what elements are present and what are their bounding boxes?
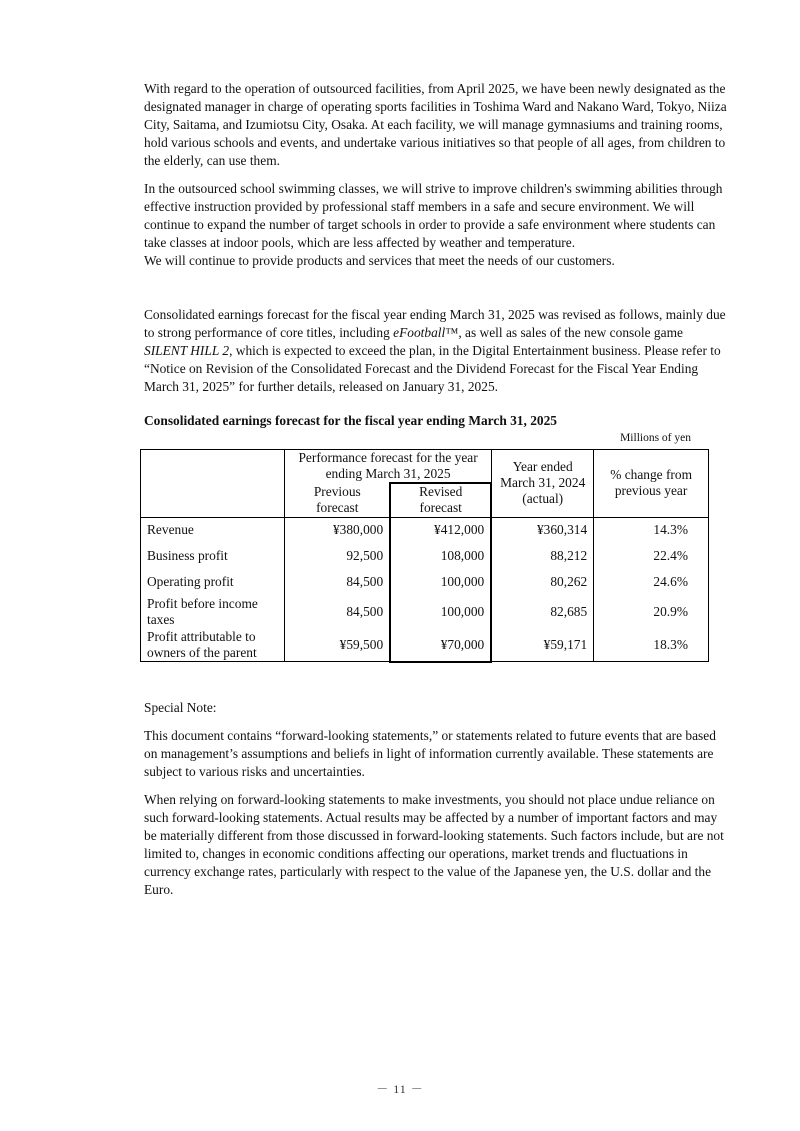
cell-revised: ¥70,000 [390, 629, 491, 662]
cell-previous: 84,500 [285, 595, 390, 629]
table-title: Consolidated earnings forecast for the fiscal year ending March 31, 2025 [144, 413, 557, 428]
paragraph-outsourced-facilities: With regard to the operation of outsourced facilities, from April 2025, we have been newly designated as the designated manager in charge of operating sports facilities in Toshima Ward and Nakano Ward, Tokyo, Niiza City, Saitama, and Izumiotsu City, Osaka. At each facility, we will manage gymnasiums and training rooms, hold various schools and events, and undertake various initiatives so that people of all ages, from children to the elderly, can use them. [144, 81, 727, 168]
table-header-pct-change: % change from previous year [594, 450, 709, 518]
cell-revised: ¥412,000 [390, 517, 491, 543]
document-body [144, 80, 728, 445]
row-label: Business profit [141, 543, 285, 569]
forecast-text-part3: , which is expected to exceed the plan, in the Digital Entertainment business. Please refer to “Notice on Revision of the Consolidated Forecast and the Dividend Forecast for the Fiscal Year Ending March 31, 2025” for further details, released on January 31, 2025. [144, 343, 721, 394]
row-label: Revenue [141, 517, 285, 543]
earnings-forecast-table [140, 449, 709, 663]
cell-previous: 92,500 [285, 543, 390, 569]
cell-pct-change: 14.3% [594, 517, 709, 543]
table-header-year-ended: Year ended March 31, 2024 (actual) [491, 450, 593, 518]
table-header-blank [141, 450, 285, 518]
cell-pct-change: 22.4% [594, 543, 709, 569]
table-header-revised-forecast: Revised forecast [390, 483, 491, 517]
cell-previous: 84,500 [285, 569, 390, 595]
forecast-text-part1: Consolidated earnings forecast for the fiscal year ending March 31, 2025 was revised as follows, mainly due to strong performance of core titles, including [144, 307, 726, 340]
title-efootball: eFootball [393, 325, 446, 340]
cell-year-ended: ¥59,171 [491, 629, 593, 662]
paragraph-swimming-classes: In the outsourced school swimming classes, we will strive to improve children's swimming abilities through effective instruction provided by professional staff members in a safe and secure environment. We will continue to expand the number of target schools in order to provide a safe environment where students can take classes at indoor pools, which are less affected by weather and temperature. [144, 181, 723, 250]
cell-pct-change: 18.3% [594, 629, 709, 662]
title-silent-hill-2: SILENT HILL 2 [144, 343, 230, 358]
cell-pct-change: 20.9% [594, 595, 709, 629]
cell-year-ended: 80,262 [491, 569, 593, 595]
special-note-paragraph-2: When relying on forward-looking statements to make investments, you should not place undue reliance on such forward-looking statements. Actual results may be affected by a number of important factors and may be materially different from those discussed in forward-looking statements. Such factors include, but are not limited to, changes in economic conditions affecting our operations, market trends and fluctuations in currency exchange rates, particularly with respect to the value of the Japanese yen, the U.S. dollar and the Euro. [144, 792, 724, 897]
paragraph-customer-needs: We will continue to provide products and services that meet the needs of our customers. [144, 253, 615, 268]
row-label: Operating profit [141, 569, 285, 595]
cell-year-ended: 82,685 [491, 595, 593, 629]
cell-year-ended: ¥360,314 [491, 517, 593, 543]
special-note-heading: Special Note: [144, 700, 217, 715]
table-row [141, 569, 709, 595]
table-row [141, 629, 709, 662]
cell-year-ended: 88,212 [491, 543, 593, 569]
cell-previous: ¥59,500 [285, 629, 390, 662]
cell-revised: 100,000 [390, 569, 491, 595]
cell-pct-change: 24.6% [594, 569, 709, 595]
table-row [141, 543, 709, 569]
table-row [141, 595, 709, 629]
special-note-paragraph-1: This document contains “forward-looking statements,” or statements related to future events that are based on management’s assumptions and beliefs in light of information currently available. These statements are subject to various risks and uncertainties. [144, 728, 716, 779]
special-note-section [144, 699, 730, 909]
table-header-previous-forecast: Previous forecast [285, 483, 390, 517]
row-label: Profit before income taxes [141, 595, 285, 629]
cell-revised: 108,000 [390, 543, 491, 569]
row-label: Profit attributable to owners of the parent [141, 629, 285, 662]
page-number: － 11 － [376, 1082, 424, 1096]
table-units: Millions of yen [620, 432, 691, 444]
cell-previous: ¥380,000 [285, 517, 390, 543]
table-row [141, 517, 709, 543]
table-header-forecast-group: Performance forecast for the year ending March 31, 2025 [285, 450, 491, 484]
paragraph-forecast-revision [144, 306, 728, 396]
cell-revised: 100,000 [390, 595, 491, 629]
forecast-text-part2: ™, as well as sales of the new console game [445, 325, 683, 340]
